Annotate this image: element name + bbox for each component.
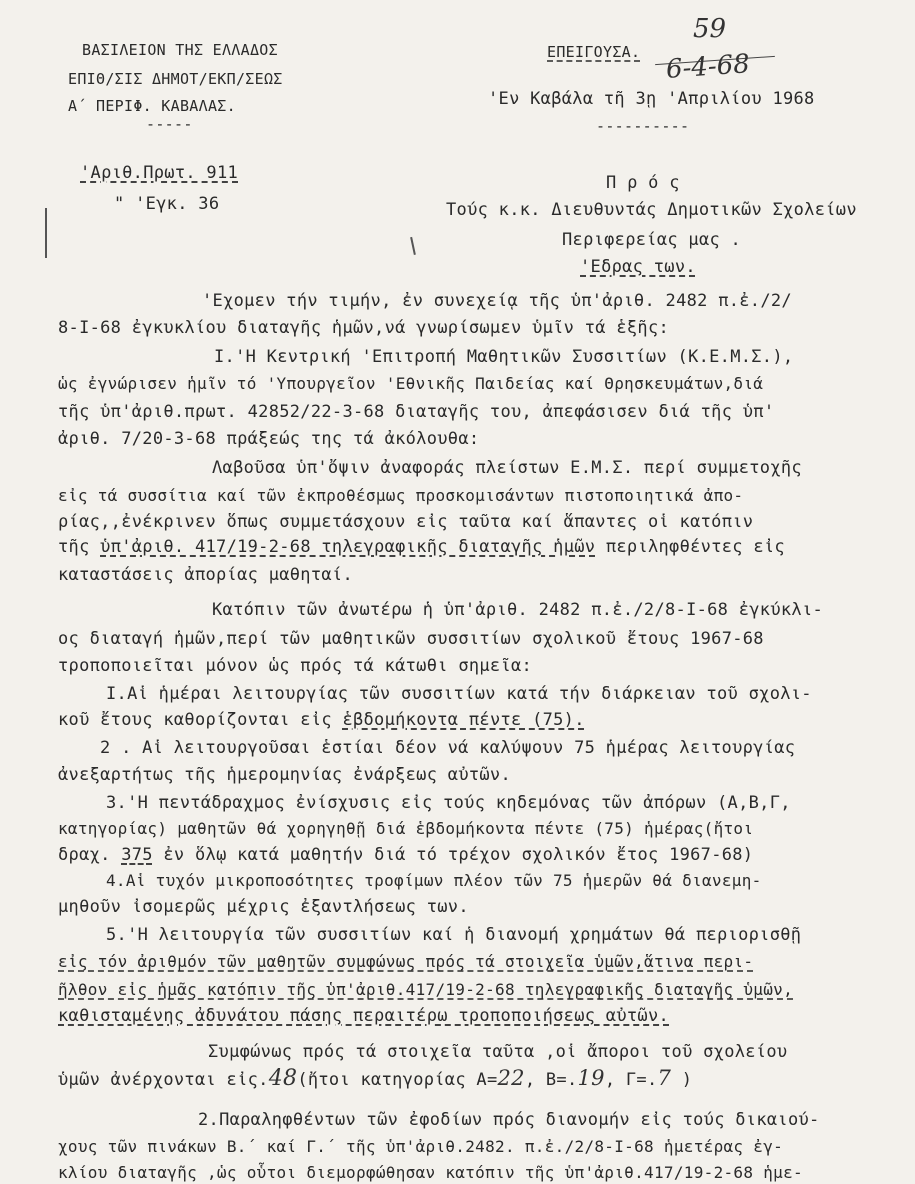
underlined-reference: ὑπ'ἀριθ. 417/19-2-68 τηλεγραφικῆς διαταγῆς ἡμῶν xyxy=(100,537,596,557)
body-line xyxy=(58,537,785,557)
body-text: ) xyxy=(671,1070,693,1090)
body-line: ἀνεξαρτήτως τῆς ἡμερομηνίας ἐνάρξεως αὐτῶν. xyxy=(58,765,511,785)
body-text: , Γ=. xyxy=(604,1070,658,1090)
underlined-amount: 375 xyxy=(121,845,153,865)
org-line-2: ΕΠΙΘ/ΣΙΣ ΔΗΜΟΤ/ΕΚΠ/ΣΕΩΣ xyxy=(68,70,283,88)
body-text: τῆς xyxy=(58,537,90,557)
body-line xyxy=(58,845,753,865)
handwritten-total: 48 xyxy=(268,1066,298,1091)
recipient-line-3: 'Εδρας των. xyxy=(580,257,696,277)
handwritten-date: 6-4-68 xyxy=(665,49,751,85)
body-text: κοῦ ἔτους καθορίζονται εἰς xyxy=(58,710,332,730)
body-line: ὡς ἐγνώρισεν ἡμῖν τό 'Υπουργεῖον 'Εθνικῆς Παιδείας καί Θρησκευμάτων,διά xyxy=(58,374,764,393)
stray-mark xyxy=(410,237,415,255)
body-line: Ι.Αἱ ἡμέραι λειτουργίας τῶν συσσιτίων κατά τήν διάρκειαν τοῦ σχολι- xyxy=(106,684,812,704)
body-text: (ἤτοι κατηγορίας Α= xyxy=(297,1070,498,1090)
margin-mark xyxy=(45,208,47,258)
body-line: Συμφώνως πρός τά στοιχεῖα ταῦτα ,οἱ ἄποροι τοῦ σχολείου xyxy=(208,1042,788,1062)
body-line: 8-Ι-68 ἐγκυκλίου διαταγῆς ἡμῶν,νά γνωρίσωμεν ὑμῖν τά ἑξῆς: xyxy=(58,318,670,338)
protocol-number: 'Αριθ.Πρωτ. 911 xyxy=(80,163,239,183)
body-line: μηθοῦν ἰσομερῶς μέχρις ἐξαντλήσεως των. xyxy=(58,897,469,917)
body-line: τῆς ὑπ'ἀριθ.πρωτ. 42852/22-3-68 διαταγῆς του, ἀπεφάσισεν διά τῆς ὑπ' xyxy=(58,402,775,422)
body-line: τροποποιεῖται μόνον ὡς πρός τά κάτωθι σημεῖα: xyxy=(58,656,533,676)
body-line: ρίας,,ἐνέκρινεν ὅπως συμμετάσχουν εἰς ταῦτα καί ἅπαντες οἱ κατόπιν xyxy=(58,512,754,532)
place-date: 'Εν Καβάλα τῆ 3ῃ 'Απριλίου 1968 xyxy=(488,89,815,109)
body-line: 3.'Η πεντάδραχμος ἐνίσχυσις εἰς τούς κηδεμόνας τῶν ἀπόρων (Α,Β,Γ, xyxy=(106,793,791,813)
handwritten-category-b: 19 xyxy=(577,1066,605,1090)
circular-number: " 'Εγκ. 36 xyxy=(114,194,220,214)
body-text: ὑμῶν ἀνέρχονται εἰς. xyxy=(58,1070,269,1090)
body-line: 5.'Η λειτουργία τῶν συσσιτίων καί ἡ διανομή χρημάτων θά περιορισθῇ xyxy=(106,925,802,945)
body-text: δραχ. xyxy=(58,845,111,865)
body-line: ἀριθ. 7/20-3-68 πράξεώς της τά ἀκόλουθα: xyxy=(58,429,480,449)
body-line xyxy=(58,1068,692,1090)
body-line: 'Εχομεν τήν τιμήν, ἐν συνεχείᾳ τῆς ὑπ'ἀριθ. 2482 π.ἐ./2/ xyxy=(202,291,792,311)
body-line: Κατόπιν τῶν ἀνωτέρω ἡ ὑπ'ἀριθ. 2482 π.ἐ./2/8-Ι-68 ἐγκύκλι- xyxy=(212,600,824,620)
body-line: κλίου διαταγῆς ,ὡς οὗτοι διεμορφώθησαν κατόπιν τῆς ὑπ'ἀριθ.417/19-2-68 ἡμε- xyxy=(58,1163,803,1182)
body-line: εἰς τά συσσίτια καί τῶν ἐκπροθέσμως προσκομισάντων πιστοποιητικά ἀπο- xyxy=(58,486,744,505)
date-rule: ---------- xyxy=(596,117,690,135)
body-text: ἐν ὅλῳ κατά μαθητήν διά τό τρέχον σχολικόν ἔτος 1967-68) xyxy=(163,845,754,865)
body-line: 2 . Αἱ λειτουργοῦσαι ἑστίαι δέον νά καλύψουν 75 ἡμέρας λειτουργίας xyxy=(100,738,796,758)
body-line: Λαβοῦσα ὑπ'ὄψιν ἀναφοράς πλείστων Ε.Μ.Σ. περί συμμετοχῆς xyxy=(212,458,802,478)
body-line: 4.Αἱ τυχόν μικροποσότητες τροφίμων πλέον τῶν 75 ἡμερῶν θά διανεμη- xyxy=(106,871,762,890)
handwritten-category-a: 22 xyxy=(497,1066,525,1090)
org-line-1: ΒΑΣΙΛΕΙΟΝ ΤΗΣ ΕΛΛΑΔΟΣ xyxy=(82,41,278,59)
body-line: Ι.'Η Κεντρική 'Επιτροπή Μαθητικῶν Συσσιτίων (Κ.Ε.Μ.Σ.), xyxy=(214,347,794,367)
body-line: καταστάσεις ἀπορίας μαθηταί. xyxy=(58,565,353,585)
body-line-underlined: καθισταμένης ἀδυνάτου πάσης περαιτέρω τροποποιήσεως αὐτῶν. xyxy=(58,1006,670,1026)
body-text: περιληφθέντες εἰς xyxy=(605,537,785,557)
handwritten-number: 59 xyxy=(693,14,727,44)
body-line: ος διαταγή ἡμῶν,περί τῶν μαθητικῶν συσσιτίων σχολικοῦ ἔτους 1967-68 xyxy=(58,629,764,649)
recipient-to: Π ρ ό ς xyxy=(606,173,680,193)
body-line: κατηγορίας) μαθητῶν θά χορηγηθῇ διά ἑβδομήκοντα πέντε (75) ἡμέρας(ἤτοι xyxy=(58,819,754,838)
handwritten-category-c: 7 xyxy=(657,1066,672,1090)
body-line-underlined: ῆλθον εἰς ἡμᾶς κατόπιν τῆς ὑπ'ἀριθ.417/19-2-68 τηλεγραφικῆς διαταγῆς ὑμῶν, xyxy=(58,980,794,999)
body-line-underlined: εἰς τόν ἀριθμόν τῶν μαθητῶν συμφώνως πρός τά στοιχεῖα ὑμῶν,ἅτινα περι- xyxy=(58,952,754,971)
recipient-line-2: Περιφερείας μας . xyxy=(562,230,742,250)
body-text: , Β=. xyxy=(524,1070,578,1090)
org-rule: ----- xyxy=(146,115,193,133)
recipient-line-1: Τούς κ.κ. Διευθυντάς Δημοτικῶν Σχολείων xyxy=(446,200,857,220)
body-line: χους τῶν πινάκων Β.΄ καί Γ.΄ τῆς ὑπ'ἀριθ.2482. π.ἐ./2/8-Ι-68 ἡμετέρας ἐγ- xyxy=(58,1137,784,1156)
org-line-3: Α΄ ΠΕΡΙΦ. ΚΑΒΑΛΑΣ. xyxy=(68,97,236,115)
underlined-days: ἑβδομήκοντα πέντε (75). xyxy=(342,710,585,730)
body-line xyxy=(58,710,585,730)
urgency-label: ΕΠΕΙΓΟΥΣΑ. xyxy=(547,43,641,61)
body-line: 2.Παραληφθέντων τῶν ἐφοδίων πρός διανομήν εἰς τούς δικαιού- xyxy=(198,1110,820,1130)
